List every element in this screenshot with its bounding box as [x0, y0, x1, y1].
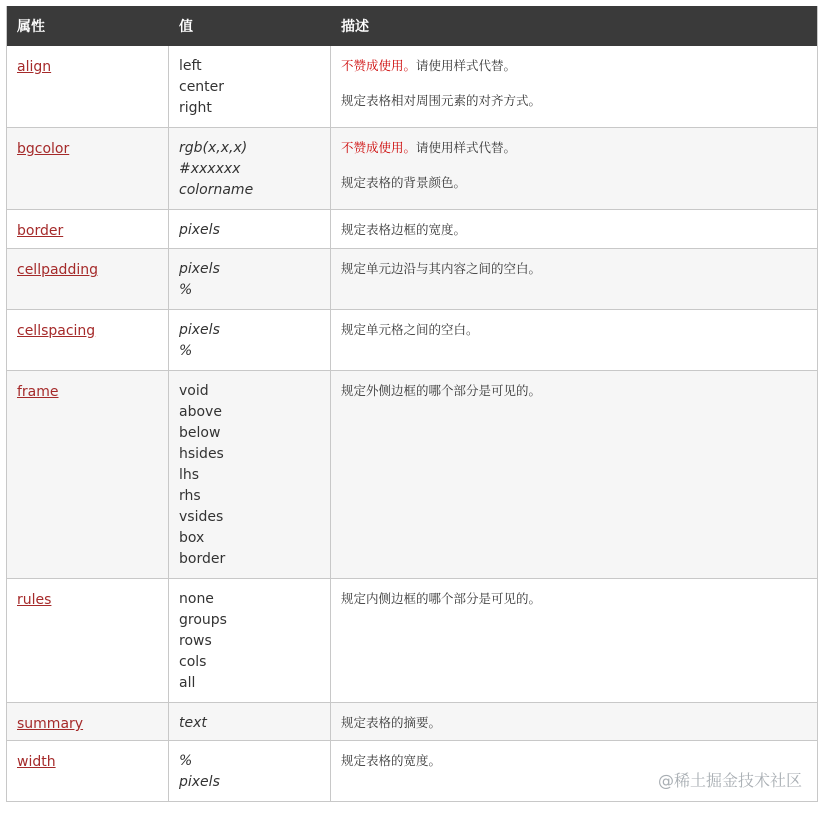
description: 规定单元边沿与其内容之间的空白。: [341, 261, 542, 276]
attributes-table: [6, 6, 818, 802]
description: 规定内侧边框的哪个部分是可见的。: [341, 591, 542, 606]
value: lhs: [179, 467, 200, 483]
value: hsides: [179, 446, 224, 462]
deprecated-rest: 请使用样式代替。: [416, 140, 517, 155]
value: groups: [179, 612, 227, 628]
deprecated-note: 不赞成使用。: [341, 58, 417, 73]
value: pixels: [179, 322, 220, 338]
description: 规定外侧边框的哪个部分是可见的。: [341, 383, 542, 398]
value: %: [179, 753, 193, 769]
table-header: [7, 6, 817, 46]
value: none: [179, 591, 214, 607]
value: all: [179, 675, 196, 691]
header-value: 值: [179, 19, 193, 35]
value: box: [179, 530, 205, 546]
table-row: [7, 128, 817, 210]
attr-link-cellspacing[interactable]: cellspacing: [17, 323, 96, 339]
attr-link-frame[interactable]: frame: [17, 384, 59, 400]
value: vsides: [179, 509, 224, 525]
description: 规定表格边框的宽度。: [341, 222, 467, 237]
description: 规定表格的宽度。: [341, 753, 442, 768]
attr-link-border[interactable]: border: [17, 223, 64, 239]
table-row: [7, 46, 817, 128]
description: 规定表格的背景颜色。: [341, 175, 467, 190]
value: colorname: [179, 182, 254, 198]
value: void: [179, 383, 209, 399]
attr-link-cellpadding[interactable]: cellpadding: [17, 262, 98, 278]
attr-link-rules[interactable]: rules: [17, 592, 52, 608]
table-row: [7, 371, 817, 579]
value: rows: [179, 633, 212, 649]
description: 规定单元格之间的空白。: [341, 322, 479, 337]
attr-link-align[interactable]: align: [17, 59, 52, 75]
table-row: [7, 703, 817, 741]
value: pixels: [179, 222, 220, 238]
value: above: [179, 404, 222, 420]
table-row: [7, 579, 817, 703]
value: rgb(x,x,x): [179, 140, 248, 156]
attr-link-width[interactable]: width: [17, 754, 56, 770]
header-desc: 描述: [341, 19, 369, 35]
deprecated-rest: 请使用样式代替。: [416, 58, 517, 73]
value: pixels: [179, 774, 220, 790]
value: center: [179, 79, 225, 95]
value: right: [179, 100, 212, 116]
deprecated-note: 不赞成使用。: [341, 140, 417, 155]
attr-link-summary[interactable]: summary: [17, 716, 84, 732]
header-attr: 属性: [17, 19, 45, 35]
description: 规定表格的摘要。: [341, 715, 442, 730]
value: below: [179, 425, 221, 441]
value: rhs: [179, 488, 201, 504]
attr-link-bgcolor[interactable]: bgcolor: [17, 141, 70, 157]
value: pixels: [179, 261, 220, 277]
table-row: [7, 210, 817, 249]
value: text: [179, 715, 207, 731]
table-row: [7, 310, 817, 371]
value: %: [179, 282, 193, 298]
table-row: [7, 249, 817, 310]
value: left: [179, 58, 202, 74]
value: border: [179, 551, 226, 567]
watermark: @稀土掘金技术社区: [657, 771, 802, 790]
value: %: [179, 343, 193, 359]
description: 规定表格相对周围元素的对齐方式。: [341, 93, 542, 108]
value: cols: [179, 654, 207, 670]
value: #xxxxxx: [179, 161, 241, 177]
